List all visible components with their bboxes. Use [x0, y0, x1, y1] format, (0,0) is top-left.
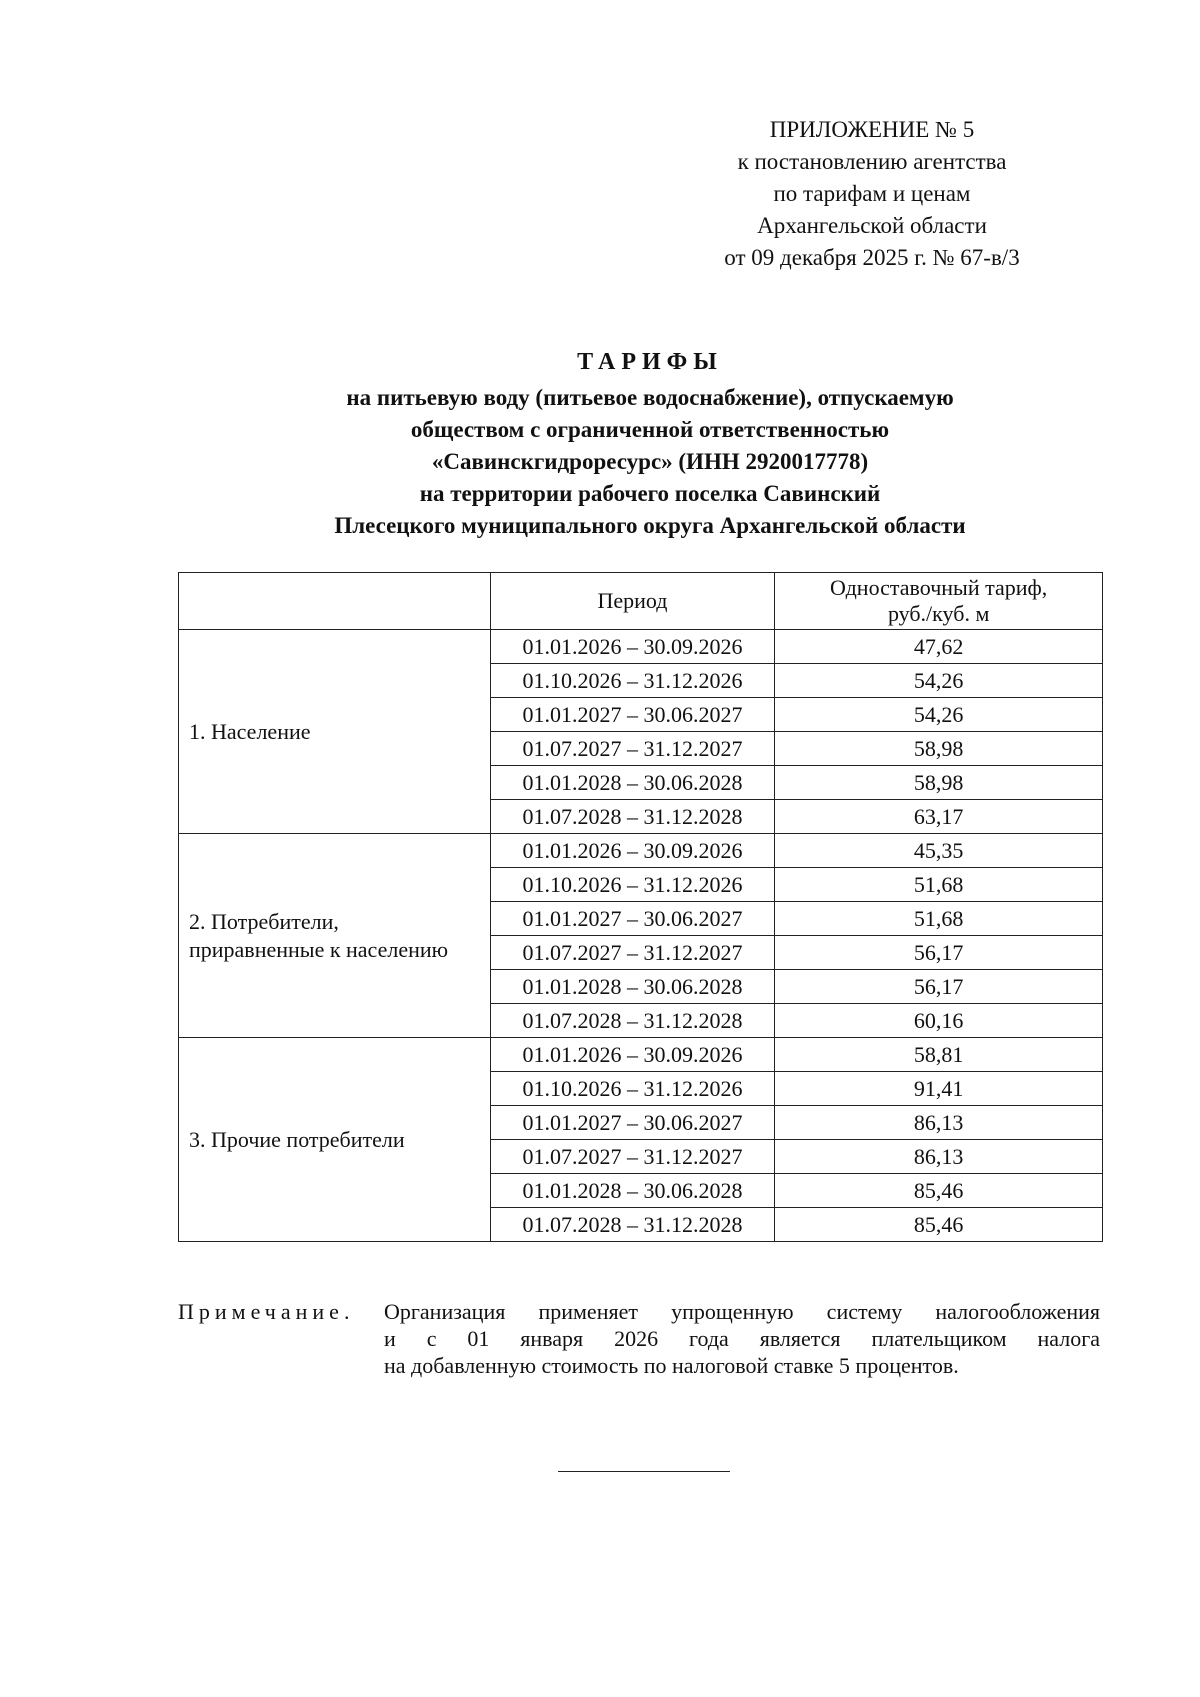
- tariff-cell: 60,16: [775, 1004, 1103, 1038]
- header-tariff: [775, 573, 1103, 630]
- group-label-line: 2. Потребители,: [189, 908, 339, 934]
- note-line: Организация применяет упрощенную систему налогообложения: [384, 1299, 1100, 1324]
- period-cell: 01.01.2028 – 30.06.2028: [490, 1174, 775, 1208]
- tariff-cell: 56,17: [775, 970, 1103, 1004]
- period-cell: 01.01.2026 – 30.09.2026: [490, 834, 775, 868]
- period-cell: 01.07.2028 – 31.12.2028: [490, 1004, 775, 1038]
- tariff-cell: 54,26: [775, 664, 1103, 698]
- tariff-cell: 47,62: [775, 630, 1103, 664]
- group-label-line: 1. Население: [189, 718, 311, 744]
- header-period: Период: [490, 573, 775, 630]
- period-cell: 01.10.2026 – 31.12.2026: [490, 1072, 775, 1106]
- tariff-cell: 63,17: [775, 800, 1103, 834]
- title-line: на питьевую воду (питьевое водоснабжение), отпускаемую: [346, 385, 954, 410]
- tariff-cell: 85,46: [775, 1174, 1103, 1208]
- document-title: [150, 346, 1150, 542]
- table-header-row: [179, 573, 1103, 630]
- period-cell: 01.01.2026 – 30.09.2026: [490, 1038, 775, 1072]
- period-cell: 01.01.2026 – 30.09.2026: [490, 630, 775, 664]
- period-cell: 01.01.2028 – 30.06.2028: [490, 766, 775, 800]
- tariff-cell: 51,68: [775, 902, 1103, 936]
- period-cell: 01.07.2027 – 31.12.2027: [490, 732, 775, 766]
- group-label-line: 3. Прочие потребители: [189, 1126, 405, 1152]
- title-line: «Савинскгидроресурс» (ИНН 2920017778): [431, 449, 869, 474]
- tariff-cell: 45,35: [775, 834, 1103, 868]
- group-label: [179, 1038, 491, 1242]
- appendix-block: [652, 114, 1092, 274]
- tariff-cell: 58,98: [775, 732, 1103, 766]
- table-row: [179, 630, 1103, 664]
- tariff-cell: 85,46: [775, 1208, 1103, 1242]
- note-line: и с 01 января 2026 года является плательщиком налога: [384, 1326, 1100, 1351]
- period-cell: 01.01.2027 – 30.06.2027: [490, 1106, 775, 1140]
- tariff-cell: 86,13: [775, 1140, 1103, 1174]
- tariff-table: [178, 572, 1103, 1242]
- note-text: [384, 1298, 1100, 1379]
- title-line: на территории рабочего поселка Савинский: [419, 481, 881, 506]
- header-tariff-unit: руб./куб. м: [887, 601, 990, 626]
- period-cell: 01.07.2027 – 31.12.2027: [490, 1140, 775, 1174]
- appendix-number: ПРИЛОЖЕНИЕ № 5: [769, 117, 975, 142]
- title-line: обществом с ограниченной ответственностью: [410, 417, 890, 442]
- period-cell: 01.07.2028 – 31.12.2028: [490, 1208, 775, 1242]
- group-label: [179, 630, 491, 834]
- table-body: [179, 630, 1103, 1242]
- appendix-line: Архангельской области: [757, 213, 987, 238]
- tariff-cell: 51,68: [775, 868, 1103, 902]
- tariff-cell: 56,17: [775, 936, 1103, 970]
- period-cell: 01.01.2027 – 30.06.2027: [490, 698, 775, 732]
- appendix-line: по тарифам и ценам: [773, 181, 971, 206]
- title-line: Плесецкого муниципального округа Архангельской области: [334, 513, 966, 538]
- appendix-date: от 09 декабря 2025 г. № 67-в/3: [724, 245, 1020, 270]
- note-block: [178, 1298, 1100, 1379]
- title-heading: ТАРИФЫ: [577, 349, 723, 375]
- tariff-cell: 58,98: [775, 766, 1103, 800]
- period-cell: 01.10.2026 – 31.12.2026: [490, 868, 775, 902]
- header-category: [179, 573, 491, 630]
- period-cell: 01.01.2028 – 30.06.2028: [490, 970, 775, 1004]
- period-cell: 01.10.2026 – 31.12.2026: [490, 664, 775, 698]
- table-row: [179, 834, 1103, 868]
- tariff-cell: 91,41: [775, 1072, 1103, 1106]
- header-tariff-line: Одноставочный тариф,: [830, 575, 1048, 600]
- note-line: на добавленную стоимость по налоговой ставке 5 процентов.: [384, 1353, 959, 1378]
- group-label-line: приравненные к населению: [189, 936, 449, 962]
- note-label: Примечание.: [178, 1299, 355, 1324]
- period-cell: 01.07.2027 – 31.12.2027: [490, 936, 775, 970]
- tariff-cell: 58,81: [775, 1038, 1103, 1072]
- appendix-line: к постановлению агентства: [737, 149, 1007, 174]
- closing-divider: [558, 1471, 730, 1472]
- period-cell: 01.07.2028 – 31.12.2028: [490, 800, 775, 834]
- table-row: [179, 1038, 1103, 1072]
- tariff-cell: 86,13: [775, 1106, 1103, 1140]
- tariff-cell: 54,26: [775, 698, 1103, 732]
- group-label: [179, 834, 491, 1038]
- period-cell: 01.01.2027 – 30.06.2027: [490, 902, 775, 936]
